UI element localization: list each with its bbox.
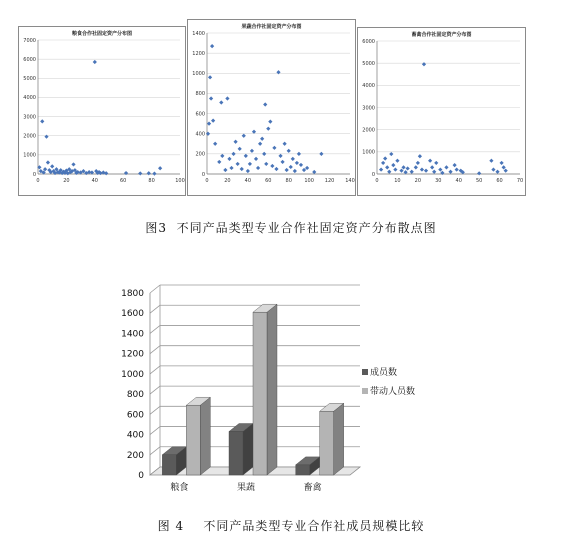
- y-tick-label: 3000: [23, 114, 36, 121]
- y-tick-label: 1600: [121, 309, 144, 320]
- y-tick-label: 400: [195, 131, 205, 138]
- y-tick-label: 6000: [362, 38, 375, 45]
- bar-front-face: [253, 312, 267, 475]
- legend-label: 成员数: [370, 368, 398, 378]
- x-tick-label: 10: [394, 178, 401, 184]
- panel-title: 果蔬合作社固定资产分布图: [241, 24, 302, 30]
- y-tick-label: 5000: [362, 60, 375, 67]
- bar-members: [229, 424, 253, 475]
- x-tick-label: 0: [375, 178, 379, 184]
- bar-side-face: [200, 397, 210, 475]
- y-tick-label: 200: [126, 450, 144, 461]
- gridline: [150, 406, 160, 414]
- gridline: [150, 346, 160, 354]
- y-tick-label: 0: [371, 171, 375, 178]
- y-tick-label: 1800: [121, 289, 144, 299]
- member-scale-3d-bar-chart: [110, 283, 450, 498]
- x-tick-label: 60: [120, 178, 127, 184]
- y-tick-label: 2000: [23, 133, 36, 140]
- y-tick-label: 4000: [23, 95, 36, 102]
- y-tick-label: 1400: [121, 329, 144, 340]
- x-tick-label: 20: [224, 178, 231, 184]
- bar-driven-persons: [320, 403, 344, 475]
- bar-front-face: [186, 405, 200, 475]
- x-tick-label: 40: [244, 178, 252, 184]
- bar-driven-persons: [186, 397, 210, 475]
- x-tick-label: 60: [265, 178, 272, 184]
- panel-title: 畜禽合作社固定资产分布图: [411, 32, 472, 38]
- x-tick-label: 80: [148, 178, 155, 184]
- livestock-cooperative-scatter-chart: [357, 27, 526, 196]
- legend-label: 带动人员数: [370, 387, 416, 397]
- y-tick-label: 5000: [23, 76, 36, 83]
- legend-swatch: [362, 388, 368, 394]
- y-tick-label: 800: [195, 91, 205, 98]
- panel-title: 粮食合作社固定资产分布图: [71, 31, 133, 37]
- figure-4-caption: 图 4 不同产品类型专业合作社成员规模比较: [157, 519, 425, 533]
- y-tick-label: 800: [126, 390, 144, 401]
- bar-side-face: [243, 424, 253, 475]
- x-tick-label: 140: [345, 178, 355, 184]
- y-tick-label: 1000: [23, 152, 36, 159]
- bar-side-face: [334, 403, 344, 475]
- y-tick-label: 1400: [192, 30, 205, 37]
- x-tick-label: 粮食: [170, 483, 189, 493]
- y-tick-label: 0: [32, 171, 36, 178]
- panel-frame: [19, 27, 186, 196]
- x-tick-label: 70: [516, 178, 524, 184]
- gridline: [150, 305, 160, 313]
- bar-driven-persons: [253, 304, 277, 475]
- y-tick-label: 400: [126, 430, 144, 441]
- y-tick-label: 2000: [362, 127, 375, 134]
- x-tick-label: 100: [304, 178, 314, 184]
- gridline: [150, 325, 160, 333]
- y-tick-label: 600: [195, 111, 205, 118]
- x-tick-label: 0: [205, 178, 209, 184]
- gridline: [150, 366, 160, 374]
- gridline: [150, 427, 160, 435]
- x-tick-label: 果蔬: [236, 483, 256, 493]
- grain-cooperative-scatter-chart: [18, 26, 186, 196]
- x-tick-label: 40: [455, 178, 462, 184]
- x-tick-label: 20: [63, 178, 70, 184]
- y-tick-label: 1000: [121, 369, 144, 380]
- y-tick-label: 4000: [362, 83, 375, 90]
- x-tick-label: 0: [36, 178, 40, 184]
- x-tick-label: 30: [435, 178, 442, 184]
- gridline: [150, 447, 160, 455]
- y-tick-label: 1200: [192, 50, 205, 57]
- x-tick-label: 100: [175, 178, 185, 184]
- bar-side-face: [267, 304, 277, 475]
- vegetable-cooperative-scatter-chart: [187, 19, 356, 196]
- y-tick-label: 7000: [23, 37, 36, 44]
- legend-swatch: [362, 369, 368, 375]
- y-tick-label: 0: [201, 171, 205, 178]
- y-tick-label: 1000: [192, 71, 205, 78]
- gridline: [150, 285, 160, 293]
- gridline: [150, 386, 160, 394]
- x-tick-label: 60: [496, 178, 503, 184]
- y-tick-label: 1200: [121, 349, 144, 360]
- y-tick-label: 6000: [23, 56, 36, 63]
- y-tick-label: 1000: [362, 149, 375, 156]
- x-tick-label: 120: [324, 178, 335, 184]
- bar-front-face: [162, 455, 176, 475]
- x-tick-label: 50: [475, 178, 483, 184]
- bar-front-face: [320, 411, 334, 475]
- bar-front-face: [229, 432, 243, 475]
- y-tick-label: 600: [126, 410, 144, 421]
- y-tick-label: 3000: [362, 105, 375, 112]
- y-tick-label: 200: [195, 151, 205, 158]
- bar-front-face: [296, 465, 310, 475]
- x-tick-label: 畜禽: [303, 483, 322, 493]
- figure-3-caption: 图3 不同产品类型专业合作社固定资产分布散点图: [145, 221, 437, 235]
- x-tick-label: 80: [285, 178, 292, 184]
- x-tick-label: 40: [91, 178, 98, 184]
- x-tick-label: 20: [414, 178, 422, 184]
- y-tick-label: 0: [138, 471, 144, 481]
